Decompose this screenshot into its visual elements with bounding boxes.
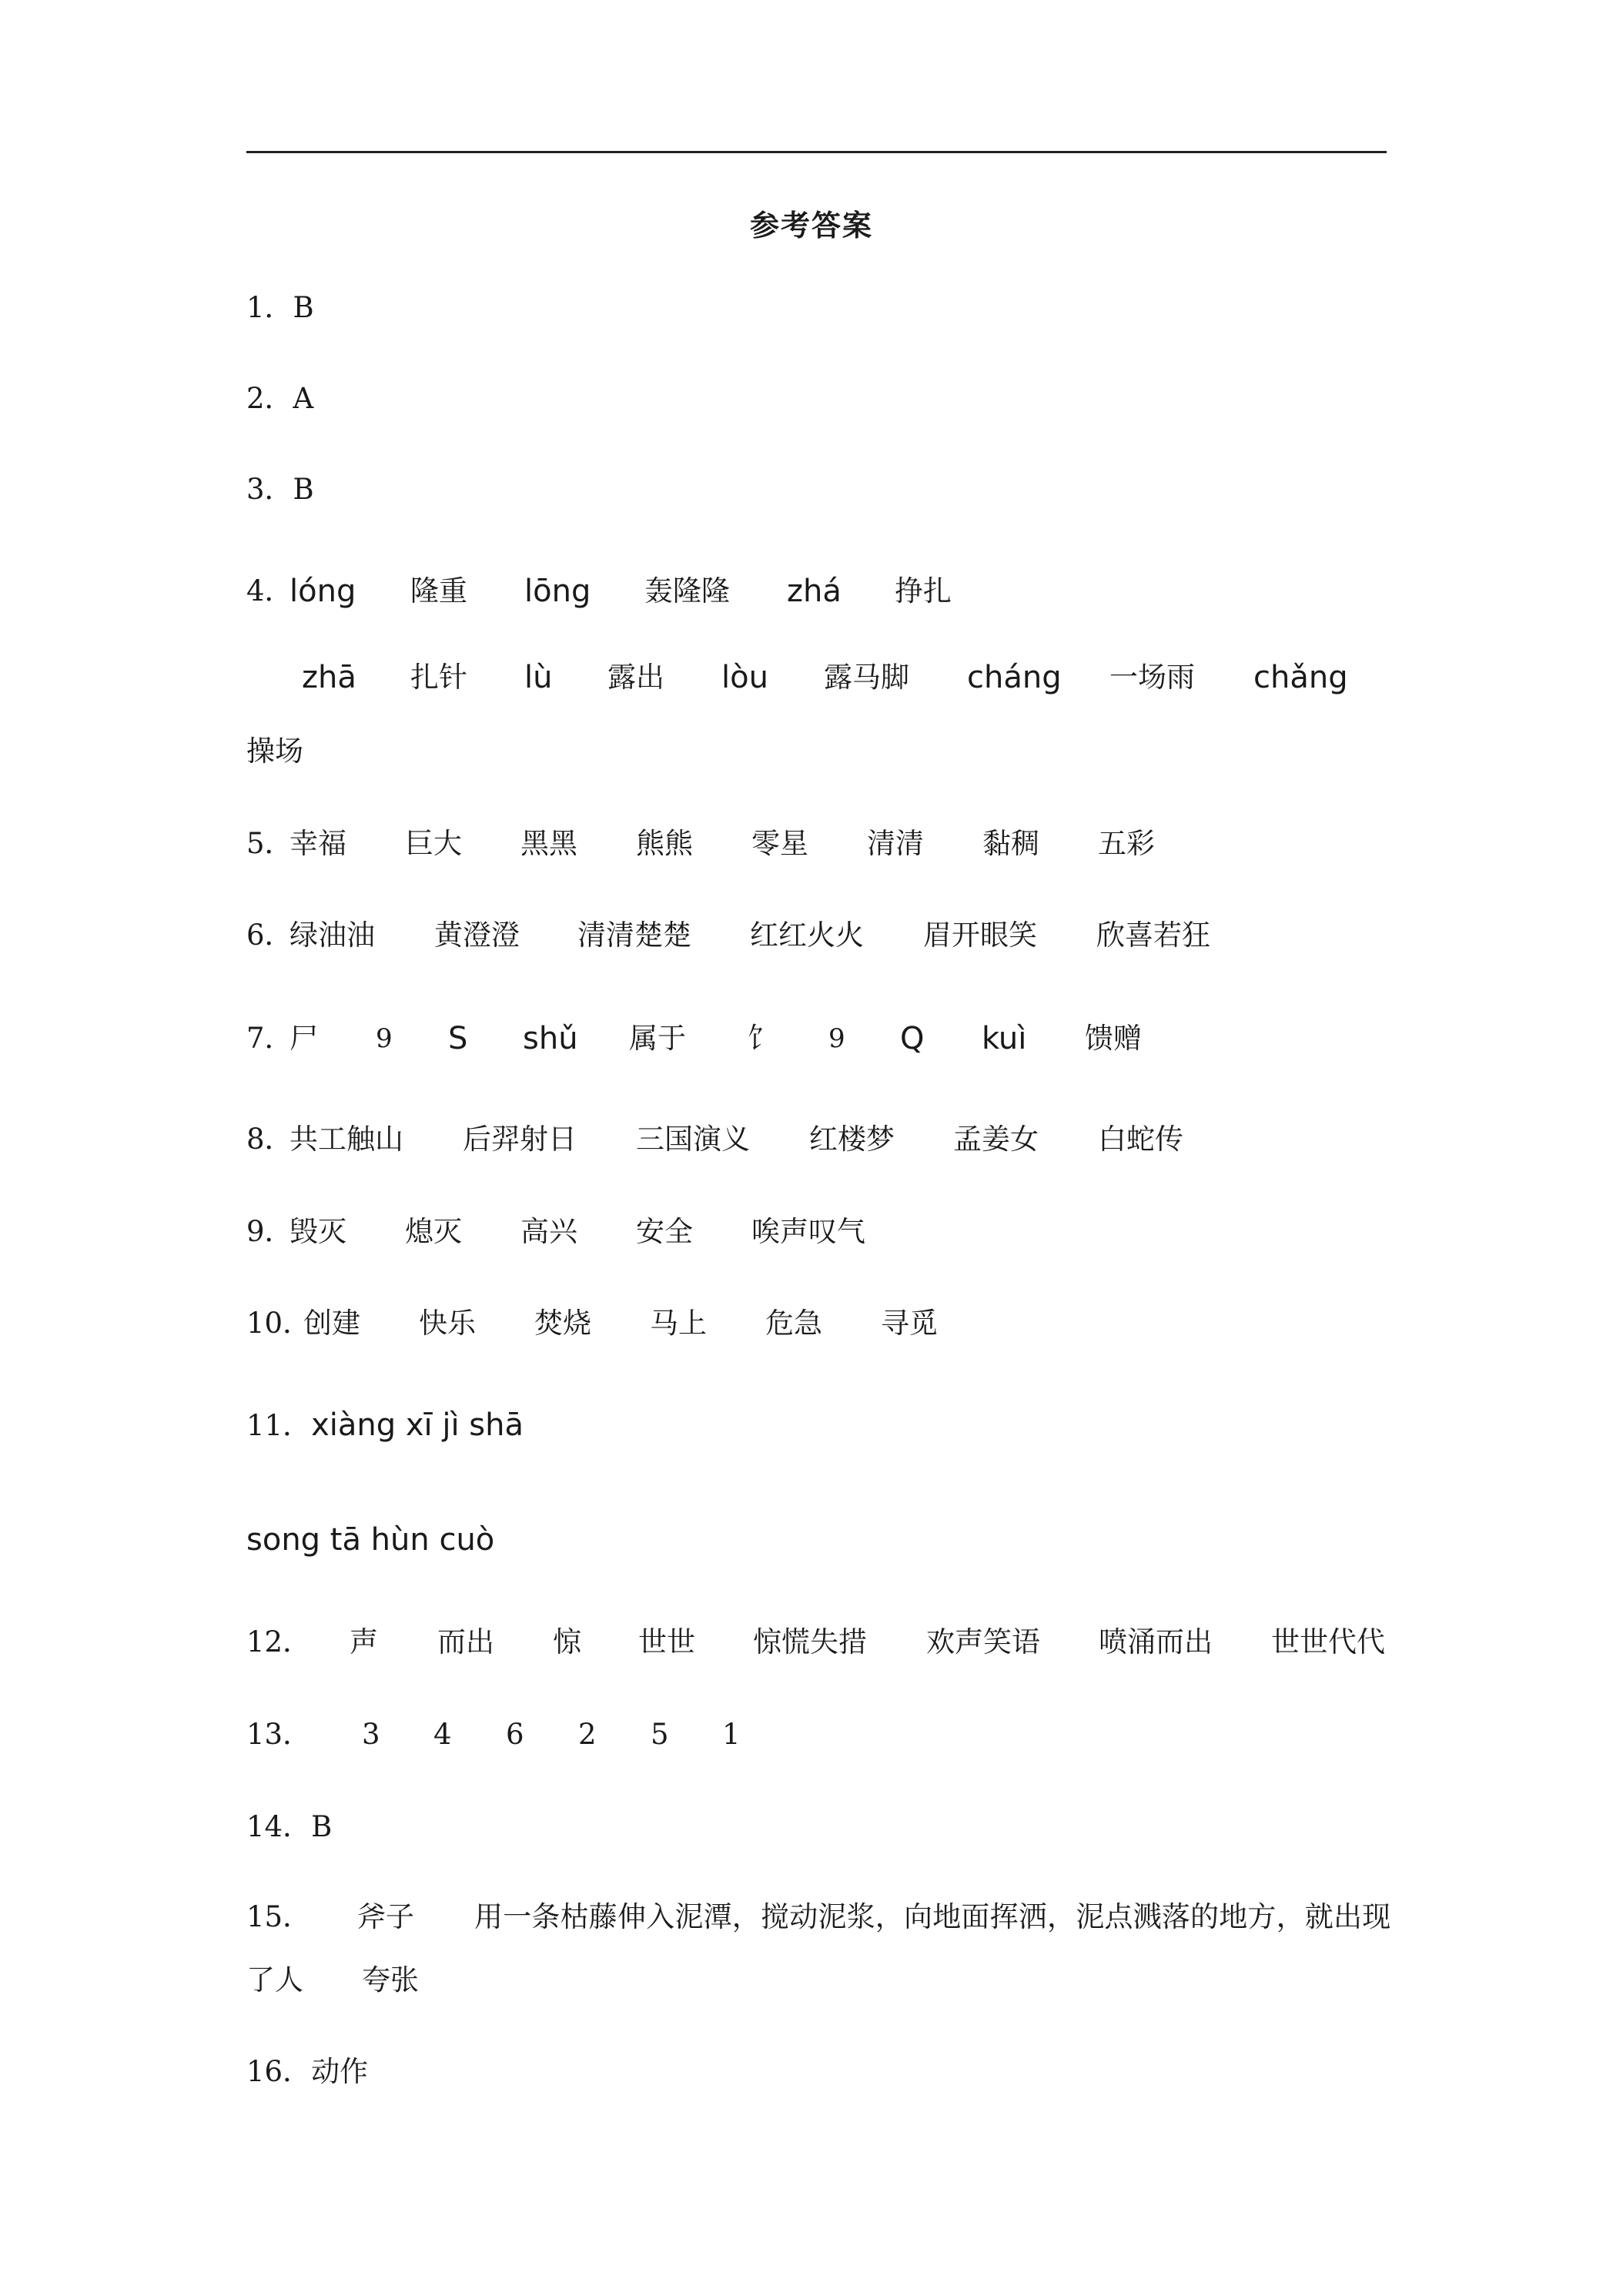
word-item: 黄澄澄 <box>434 919 520 952</box>
answer-number: 6． <box>246 919 293 952</box>
answer-number: 8． <box>246 1123 293 1156</box>
answer-4-row-2 <box>246 659 1387 698</box>
answer-16 <box>246 2053 368 2090</box>
answer-number: 16． <box>246 2055 312 2088</box>
answer-11-line-1 <box>246 1407 524 1444</box>
word-item: 孟姜女 <box>953 1123 1039 1156</box>
order-number: 5 <box>651 1718 669 1751</box>
answer-number: 11． <box>246 1409 312 1442</box>
answer-text: B <box>311 1810 333 1843</box>
answer-15-line-2 <box>246 1962 1387 2000</box>
word-item: 创建 <box>303 1307 360 1340</box>
sentence-text: 了人 <box>246 1963 303 1996</box>
word-item: 惊 <box>553 1625 581 1658</box>
word-item: 眉开眼笑 <box>923 919 1037 952</box>
pinyin-text: song tā hùn cuò <box>246 1522 495 1558</box>
word-item: 快乐 <box>419 1307 476 1340</box>
answer-text: 动作 <box>311 2055 369 2088</box>
answer-5 <box>246 825 1387 864</box>
word-item: 高兴 <box>520 1215 577 1248</box>
word-item: 欢声笑语 <box>926 1625 1040 1658</box>
word-item: 红楼梦 <box>809 1123 895 1156</box>
answer-number: 13． <box>246 1718 312 1751</box>
pinyin-item: lōng <box>524 574 591 609</box>
word-item: 属于 <box>629 1022 686 1055</box>
answer-2 <box>246 380 313 417</box>
word-item: 喷涌而出 <box>1099 1625 1213 1658</box>
pinyin-item: chǎng <box>1253 660 1348 695</box>
word-item: 惊慌失措 <box>753 1625 867 1658</box>
pinyin-item: cháng <box>967 660 1062 695</box>
word-item: 黏稠 <box>982 827 1039 860</box>
answer-14 <box>246 1809 332 1846</box>
pinyin-text: xiàng xī jì shā <box>311 1407 524 1443</box>
answer-number: 12． <box>246 1625 312 1658</box>
answer-8 <box>246 1121 1387 1160</box>
answer-number: 4． <box>246 574 293 607</box>
letter-item: S <box>448 1021 468 1056</box>
word-item: 声 <box>350 1625 378 1658</box>
word-item: 绿油油 <box>289 919 375 952</box>
sentence-text: 用一条枯藤伸入泥潭，搅动泥浆，向地面挥洒，泥点溅落的地方，就出现 <box>474 1900 1391 1933</box>
word-item: 清清楚楚 <box>577 919 691 952</box>
page-title: 参考答案 <box>749 208 873 243</box>
word-item: 后羿射日 <box>463 1123 577 1156</box>
answer-number: 10． <box>246 1307 312 1340</box>
word-item: 操场 <box>246 735 303 768</box>
word-item: 马上 <box>650 1307 707 1340</box>
word-item: 唉声叹气 <box>751 1215 865 1248</box>
word-item: 轰隆隆 <box>644 574 730 607</box>
word-item: 三国演义 <box>636 1123 750 1156</box>
word-item: 安全 <box>636 1215 693 1248</box>
pinyin-item: shǔ <box>523 1021 578 1056</box>
word-item: 清清 <box>867 827 924 860</box>
order-number: 1 <box>722 1718 741 1751</box>
answer-number: 5． <box>246 827 293 860</box>
word-item: 欣喜若狂 <box>1096 919 1210 952</box>
answer-number: 14． <box>246 1810 312 1843</box>
answer-text: B <box>293 291 314 324</box>
word-item: 幸福 <box>289 827 346 860</box>
word-item: 扎针 <box>410 661 467 694</box>
pinyin-item: kuì <box>982 1021 1027 1056</box>
word-item: 焚烧 <box>534 1307 591 1340</box>
word-item: 露马脚 <box>824 661 909 694</box>
word-item: 熄灭 <box>405 1215 462 1248</box>
word-item: 夸张 <box>362 1963 419 1996</box>
radical-item: 尸 <box>289 1022 318 1055</box>
word-item: 寻觅 <box>881 1307 938 1340</box>
word-item: 危急 <box>765 1307 822 1340</box>
answer-number: 7． <box>246 1022 293 1055</box>
order-number: 2 <box>578 1718 597 1751</box>
letter-item: Q <box>900 1021 925 1056</box>
word-item: 黑黑 <box>520 827 577 860</box>
answer-4-row-3 <box>246 733 303 770</box>
answer-6 <box>246 917 1387 956</box>
word-item: 一场雨 <box>1109 661 1195 694</box>
stroke-count: 9 <box>828 1023 845 1054</box>
word-item: 世世 <box>638 1625 695 1658</box>
answer-text: B <box>293 473 314 506</box>
answer-number: 9． <box>246 1215 293 1248</box>
answer-1 <box>246 290 314 326</box>
word-item: 世世代代 <box>1271 1625 1385 1658</box>
pinyin-item: lù <box>524 660 553 695</box>
word-item: 五彩 <box>1098 827 1155 860</box>
pinyin-item: lóng <box>289 574 356 609</box>
word-item: 挣扎 <box>895 574 952 607</box>
answer-7 <box>246 1020 1387 1059</box>
answer-number: 1． <box>246 291 293 324</box>
word-item: 巨大 <box>405 827 462 860</box>
word-item: 毁灭 <box>289 1215 346 1248</box>
word-item: 共工触山 <box>289 1123 403 1156</box>
answer-9 <box>246 1213 1387 1252</box>
answer-13 <box>246 1716 1387 1755</box>
order-number: 6 <box>506 1718 524 1751</box>
word-item: 零星 <box>751 827 808 860</box>
answer-number: 3． <box>246 473 293 506</box>
radical-item: 饣 <box>748 1022 776 1055</box>
stroke-count: 9 <box>376 1023 393 1054</box>
answer-10 <box>246 1305 1387 1344</box>
pinyin-item: zhá <box>787 574 842 609</box>
answer-15-line-1 <box>246 1899 1391 1937</box>
answer-12 <box>246 1624 1387 1662</box>
order-number: 4 <box>433 1718 452 1751</box>
word-item: 熊熊 <box>636 827 693 860</box>
pinyin-item: zhā <box>302 660 356 695</box>
word-item: 红红火火 <box>750 919 864 952</box>
word-item: 斧子 <box>357 1900 414 1933</box>
word-item: 露出 <box>607 661 664 694</box>
word-item: 隆重 <box>410 574 467 607</box>
word-item: 白蛇传 <box>1098 1123 1183 1156</box>
answer-number: 15． <box>246 1900 312 1933</box>
answer-3 <box>246 471 314 508</box>
answer-text: A <box>293 382 314 415</box>
pinyin-item: lòu <box>721 660 768 695</box>
word-item: 而出 <box>437 1625 494 1658</box>
header-rule <box>246 151 1387 153</box>
word-item: 馈赠 <box>1085 1022 1142 1055</box>
answer-4-row-1 <box>246 573 1387 611</box>
answer-number: 2． <box>246 382 293 415</box>
order-number: 3 <box>362 1718 380 1751</box>
answer-11-line-2 <box>246 1521 494 1559</box>
